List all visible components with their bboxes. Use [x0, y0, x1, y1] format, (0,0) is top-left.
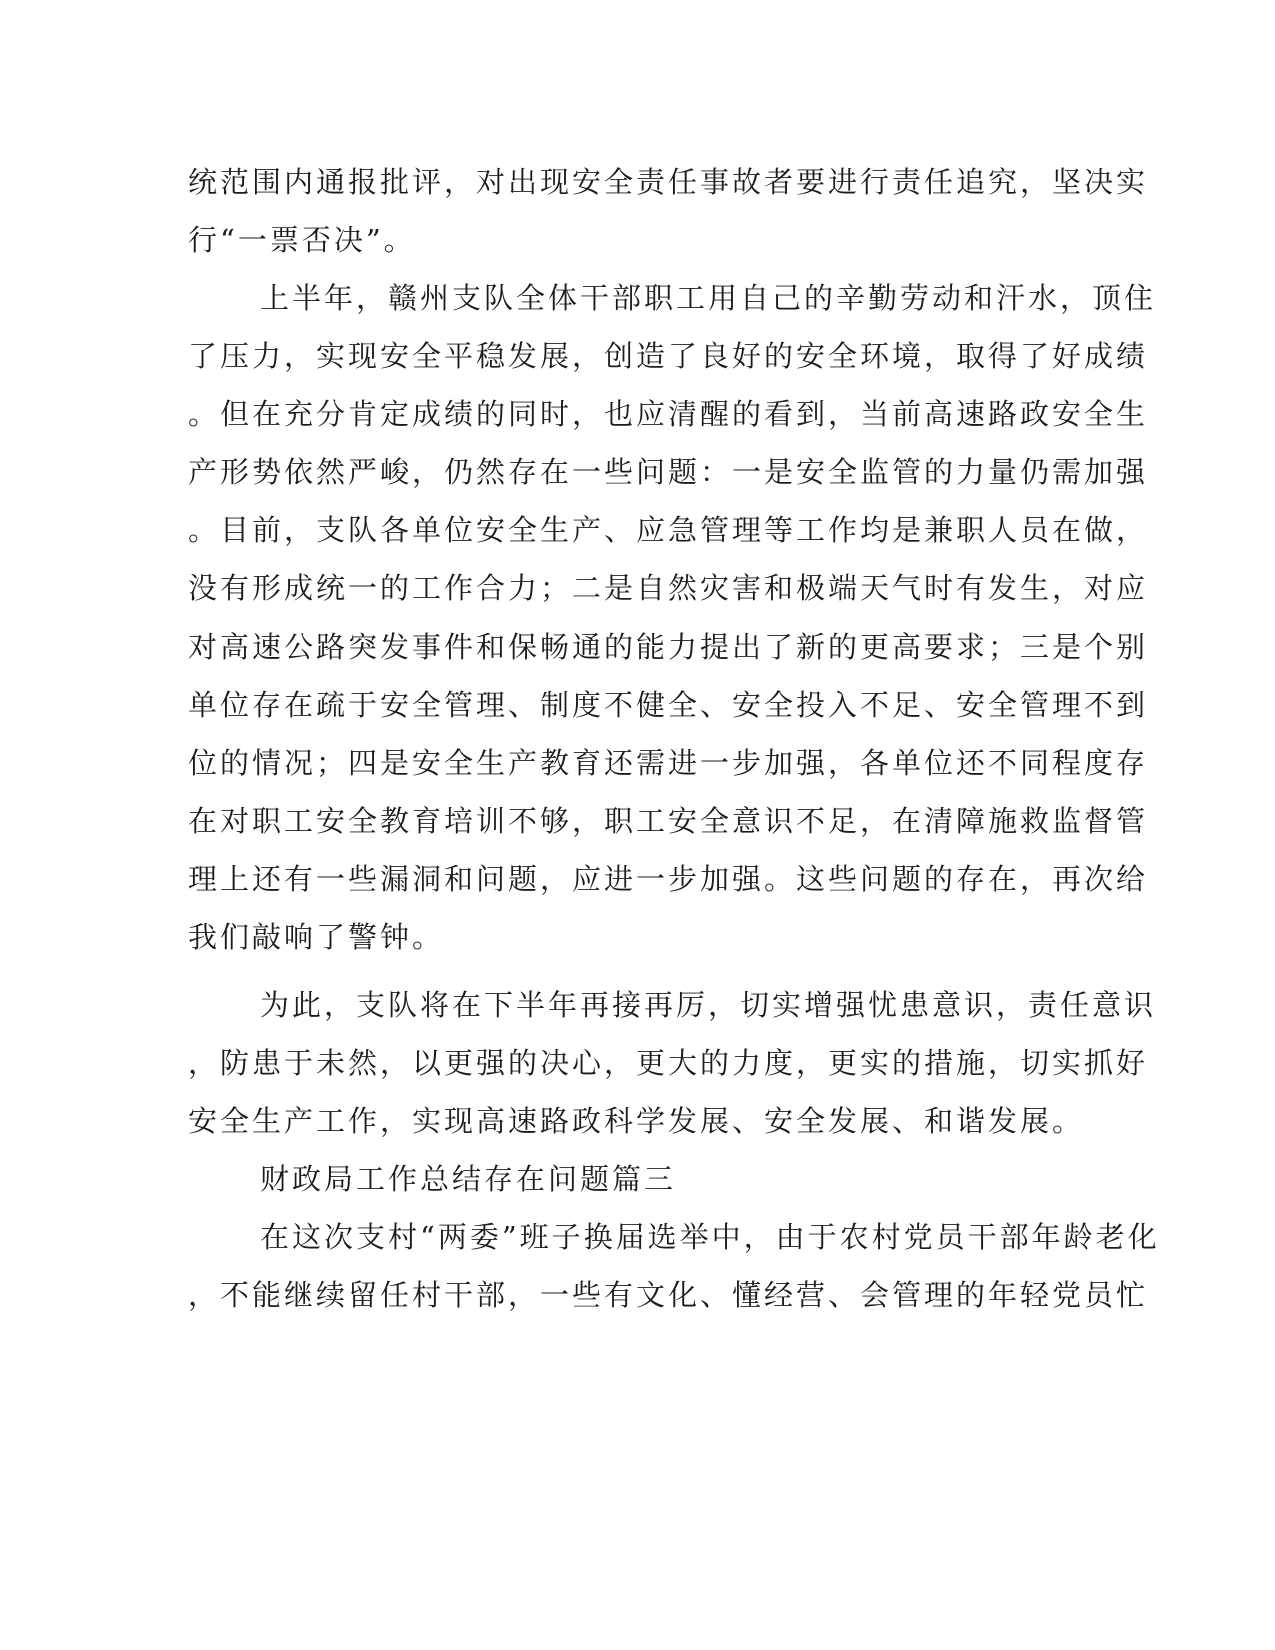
text-line: 上半年，赣州支队全体干部职工用自己的辛勤劳动和汗水，顶住: [260, 281, 1157, 315]
text-line: 我们敲响了警钟。: [188, 920, 445, 954]
text-line: 了压力，实现安全平稳发展，创造了良好的安全环境，取得了好成绩: [188, 339, 1149, 373]
text-line: 。但在充分肯定成绩的同时，也应清醒的看到，当前高速路政安全生: [188, 397, 1149, 431]
text-line: 为此，支队将在下半年再接再厉，切实增强忧患意识，责任意识: [260, 988, 1157, 1022]
text-line: 单位存在疏于安全管理、制度不健全、安全投入不足、安全管理不到: [188, 688, 1149, 722]
text-line: 对高速公路突发事件和保畅通的能力提出了新的更高要求；三是个别: [188, 630, 1149, 664]
text-line: 行“一票否决”。: [188, 223, 416, 257]
text-line: 没有形成统一的工作合力；二是自然灾害和极端天气时有发生，对应: [188, 571, 1149, 605]
text-line: 统范围内通报批评，对出现安全责任事故者要进行责任追究，坚决实: [188, 165, 1149, 199]
section-heading: 财政局工作总结存在问题篇三: [260, 1162, 677, 1196]
text-line: 位的情况；四是安全生产教育还需进一步加强，各单位还不同程度存: [188, 746, 1149, 780]
text-line: 。目前，支队各单位安全生产、应急管理等工作均是兼职人员在做，: [188, 513, 1149, 547]
text-line: 在这次支村“两委”班子换届选举中，由于农村党员干部年龄老化: [260, 1220, 1160, 1254]
text-line: 安全生产工作，实现高速路政科学发展、安全发展、和谐发展。: [188, 1104, 1085, 1138]
text-line: 产形势依然严峻，仍然存在一些问题：一是安全监管的力量仍需加强: [188, 455, 1149, 489]
text-line: 理上还有一些漏洞和问题，应进一步加强。这些问题的存在，再次给: [188, 862, 1149, 896]
text-line: ，不能继续留任村干部，一些有文化、懂经营、会管理的年轻党员忙: [188, 1278, 1149, 1312]
text-line: ，防患于未然，以更强的决心，更大的力度，更实的措施，切实抓好: [188, 1046, 1149, 1080]
text-line: 在对职工安全教育培训不够，职工安全意识不足，在清障施救监督管: [188, 804, 1149, 838]
